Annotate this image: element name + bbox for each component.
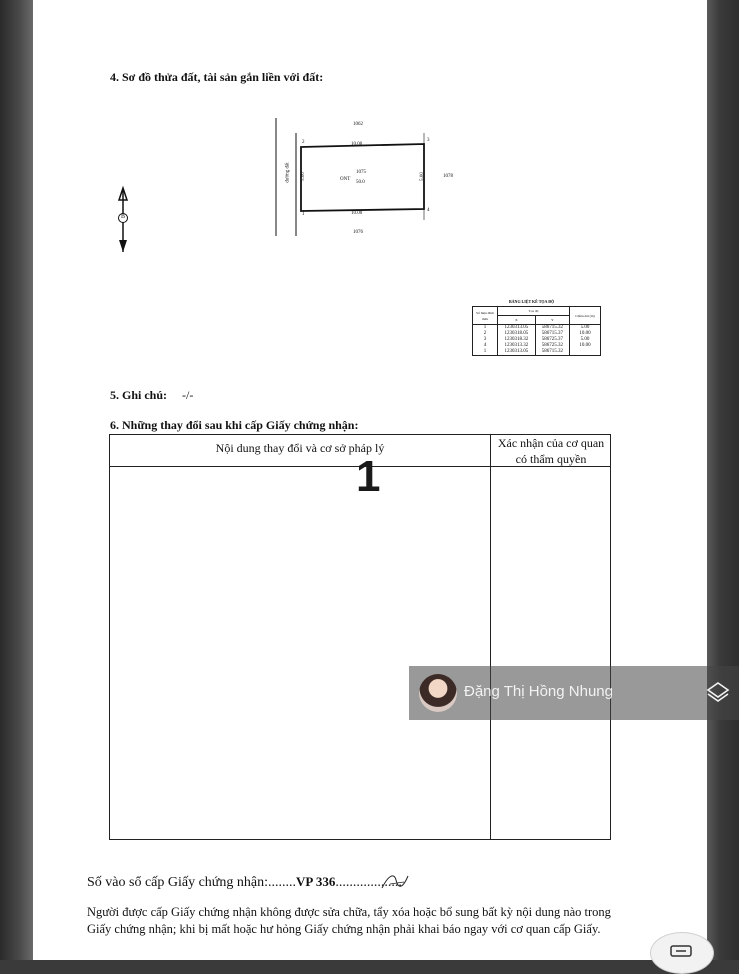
corner-label: 4 [427, 208, 430, 213]
register-value: VP 336 [296, 874, 336, 889]
section-6-title: 6. Những thay đổi sau khi cấp Giấy chứng nhận: [110, 418, 359, 432]
coord-header-vertex: Số hiệu đỉnh thửa [473, 307, 498, 325]
coord-cell-y: 586715.37 [535, 331, 569, 337]
coord-cell-len: 10.00 [570, 331, 601, 337]
coord-cell-no: 4 [473, 343, 498, 349]
page-marker: 1 [356, 452, 381, 501]
coord-cell-y: 586725.37 [535, 337, 569, 343]
column-header-confirmation: Xác nhận của cơ quan [497, 436, 605, 450]
notice-line-1: Người được cấp Giấy chứng nhận không được sửa chữa, tẩy xóa hoặc bổ sung bất kỳ nội dung nào trong [87, 905, 611, 919]
parcel-area: 50.0 [356, 180, 365, 185]
corner-label: 1 [302, 212, 305, 217]
coord-header-length: Chiều dài (m) [570, 307, 601, 325]
parcel-number: 1075 [356, 170, 366, 175]
coord-cell-y: 586715.32 [535, 349, 569, 356]
adjacent-parcel-bottom: 1076 [353, 230, 363, 235]
edge-left-length: 5.00 [300, 172, 306, 181]
column-header-confirmation-2: có thẩm quyền [515, 452, 587, 466]
coord-cell-len: 5.00 [570, 325, 601, 332]
edge-bottom-length: 10.00 [351, 211, 363, 216]
layers-icon [705, 680, 731, 706]
coord-cell-x: 1230318.32 [498, 337, 536, 343]
column-divider [490, 435, 491, 839]
adjacent-parcel-right: 1078 [443, 174, 453, 179]
coord-cell-no: 1 [473, 349, 498, 356]
coord-cell-no: 2 [473, 331, 498, 337]
coord-cell-len [570, 349, 601, 356]
register-dots-tail: ................... [335, 875, 402, 890]
coord-cell-len: 5.00 [570, 337, 601, 343]
corner-label: 3 [427, 138, 430, 143]
coord-cell-x: 1230318.05 [498, 331, 536, 337]
coord-cell-x: 1230313.32 [498, 343, 536, 349]
section-4-title: 4. Sơ đồ thửa đất, tài sản gắn liền với đất: [110, 70, 324, 84]
user-watermark [409, 666, 739, 720]
section-5-value: -/- [182, 388, 194, 402]
edge-right-length: 5.00 [419, 172, 425, 181]
north-arrow-icon [119, 188, 128, 252]
north-letter: B [121, 214, 126, 220]
watermark-name: Đặng Thị Hồng Nhung [464, 683, 613, 700]
edge-top-length: 10.00 [351, 142, 363, 147]
land-type: ONT [340, 177, 351, 182]
chat-icon [669, 943, 693, 957]
notice-line-2: Giấy chứng nhận; khi bị mất hoặc hư hỏng Giấy chứng nhận phải khai báo ngay với cơ quan cấp Giấy. [87, 922, 601, 936]
coord-table-title: BẢNG LIỆT KÊ TỌA ĐỘ [509, 299, 555, 304]
coord-header-coords: Tọa độ [498, 307, 570, 316]
avatar [419, 674, 457, 712]
register-signature [378, 870, 412, 892]
chat-button[interactable] [650, 932, 714, 974]
coord-header-y: Y [535, 316, 569, 325]
register-line [87, 874, 402, 891]
coord-cell-y: 586715.32 [535, 325, 569, 332]
corner-label: 2 [302, 140, 305, 145]
register-label: Số vào sổ cấp Giấy chứng nhận: [87, 875, 268, 890]
coord-table [472, 306, 601, 356]
coord-cell-len: 10.00 [570, 343, 601, 349]
column-header-changes: Nội dung thay đổi và cơ sở pháp lý [215, 441, 385, 455]
register-dots: ........ [268, 875, 296, 890]
coord-cell-no: 1 [473, 325, 498, 332]
coord-cell-x: 1230313.05 [498, 349, 536, 356]
road-label: đường đất [285, 162, 291, 183]
coord-cell-x: 1230313.05 [498, 325, 536, 332]
coord-cell-y: 586725.32 [535, 343, 569, 349]
section-5-title: 5. Ghi chú: [110, 388, 168, 402]
coord-row [473, 349, 601, 356]
coord-header-x: X [498, 316, 536, 325]
adjacent-parcel-top: 1062 [353, 122, 363, 127]
coord-cell-no: 3 [473, 337, 498, 343]
